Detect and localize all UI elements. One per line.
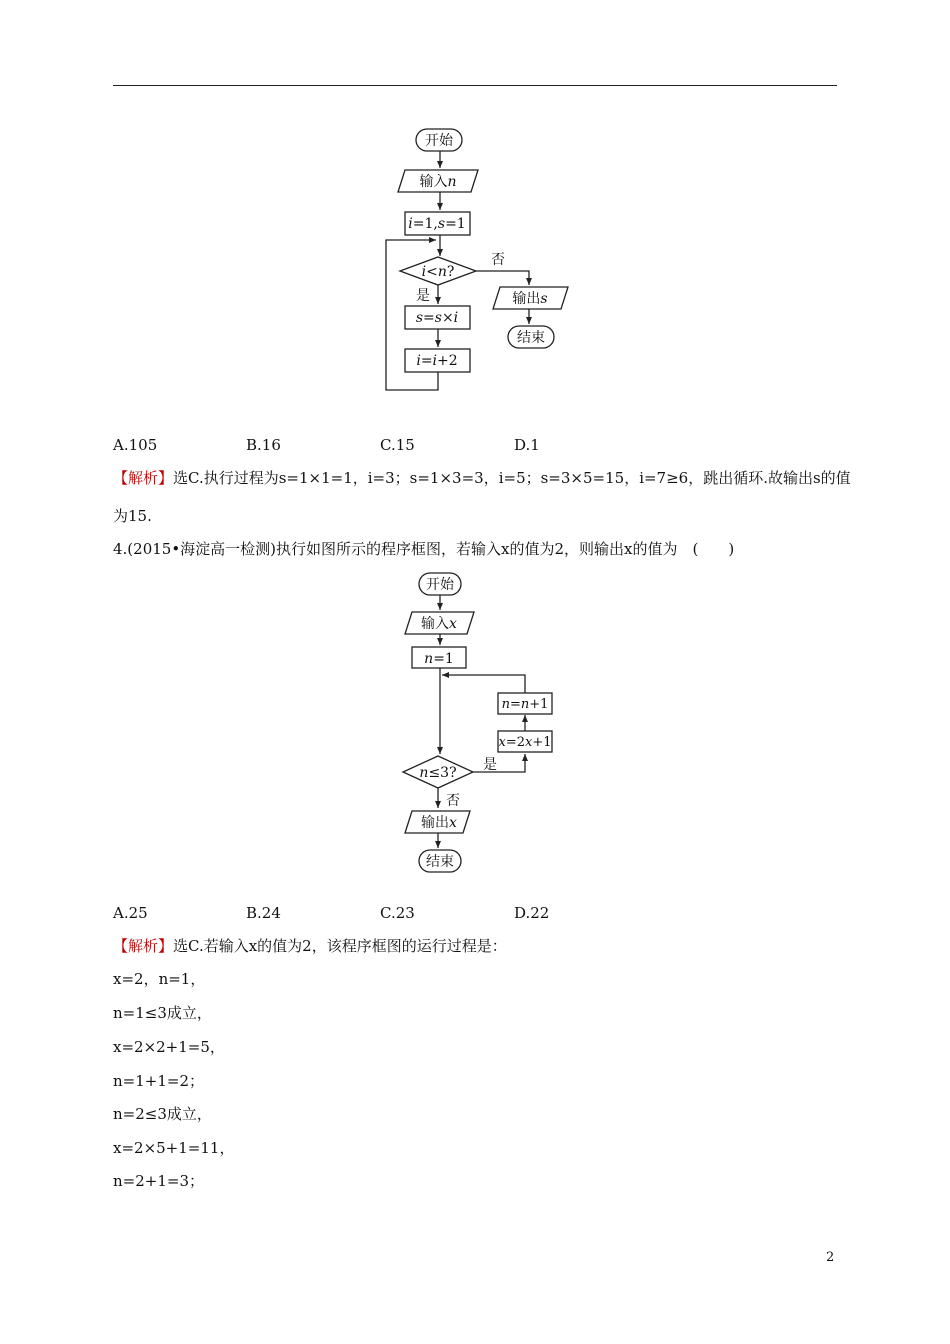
q4-stem: 4.(2015•海淀高一检测)执行如图所示的程序框图，若输入x的值为2，则输出x的值为 ( ) bbox=[113, 540, 735, 558]
q4-step-7: n=2+1=3； bbox=[113, 1172, 204, 1190]
fc2-yes-label: 是 bbox=[483, 757, 497, 773]
q4-option-a: A.25 bbox=[113, 904, 148, 922]
q3-option-d: D.1 bbox=[514, 436, 540, 454]
flowchart-2 bbox=[0, 560, 950, 880]
page-number: 2 bbox=[826, 1250, 835, 1265]
q4-step-2: n=1≤3成立， bbox=[113, 1004, 212, 1022]
fc2-input-text: 输入x bbox=[421, 616, 457, 632]
q4-option-d: D.22 bbox=[514, 904, 550, 922]
fc2-end-text: 结束 bbox=[426, 854, 454, 870]
q4-step-4: n=1+1=2； bbox=[113, 1072, 204, 1090]
flowchart-1 bbox=[0, 0, 950, 420]
fc1-end-text: 结束 bbox=[517, 330, 545, 346]
fc1-output-text: 输出s bbox=[512, 291, 548, 307]
q4-step-1: x=2，n=1， bbox=[113, 970, 206, 988]
q3-option-b: B.16 bbox=[246, 436, 281, 454]
q3-option-a: A.105 bbox=[113, 436, 158, 454]
fc2-init-text: n=1 bbox=[424, 651, 454, 667]
fc1-yes-label: 是 bbox=[416, 288, 430, 304]
q4-option-c: C.23 bbox=[380, 904, 415, 922]
fc2-start-text: 开始 bbox=[426, 577, 454, 593]
fc2-output-text: 输出x bbox=[421, 815, 457, 831]
q3-analysis-tag: 【解析】 bbox=[113, 469, 174, 487]
fc1-increment-text: i=i+2 bbox=[416, 353, 458, 369]
q4-step-5: n=2≤3成立， bbox=[113, 1105, 212, 1123]
fc1-init-text: i=1,s=1 bbox=[408, 216, 466, 232]
fc2-increment-n-text: n=n+1 bbox=[501, 697, 549, 712]
q3-option-c: C.15 bbox=[380, 436, 415, 454]
fc1-input-text: 输入n bbox=[419, 174, 457, 190]
fc1-start-text: 开始 bbox=[425, 133, 453, 149]
fc2-no-label: 否 bbox=[446, 793, 460, 809]
q4-option-b: B.24 bbox=[246, 904, 281, 922]
fc2-condition-text: n≤3? bbox=[419, 765, 457, 781]
q4-step-3: x=2×2+1=5， bbox=[113, 1038, 225, 1056]
fc1-condition-text: i<n? bbox=[421, 264, 455, 280]
q4-analysis-line: 【解析】选C.若输入x的值为2，该程序框图的运行过程是： bbox=[113, 937, 507, 955]
q3-analysis-line-1: 【解析】选C.执行过程为s=1×1=1，i=3；s=1×3=3，i=5；s=3×5=15，i=7≥6，跳出循环.故输出s的值 bbox=[113, 469, 851, 487]
q4-analysis-tag: 【解析】 bbox=[113, 937, 174, 955]
q3-analysis-line-2: 为15. bbox=[113, 507, 152, 525]
fc2-update-x-text: x=2x+1 bbox=[498, 735, 552, 750]
q4-step-6: x=2×5+1=11， bbox=[113, 1139, 235, 1157]
fc1-assign-text: s=s×i bbox=[415, 310, 459, 326]
fc1-no-label: 否 bbox=[491, 252, 505, 268]
